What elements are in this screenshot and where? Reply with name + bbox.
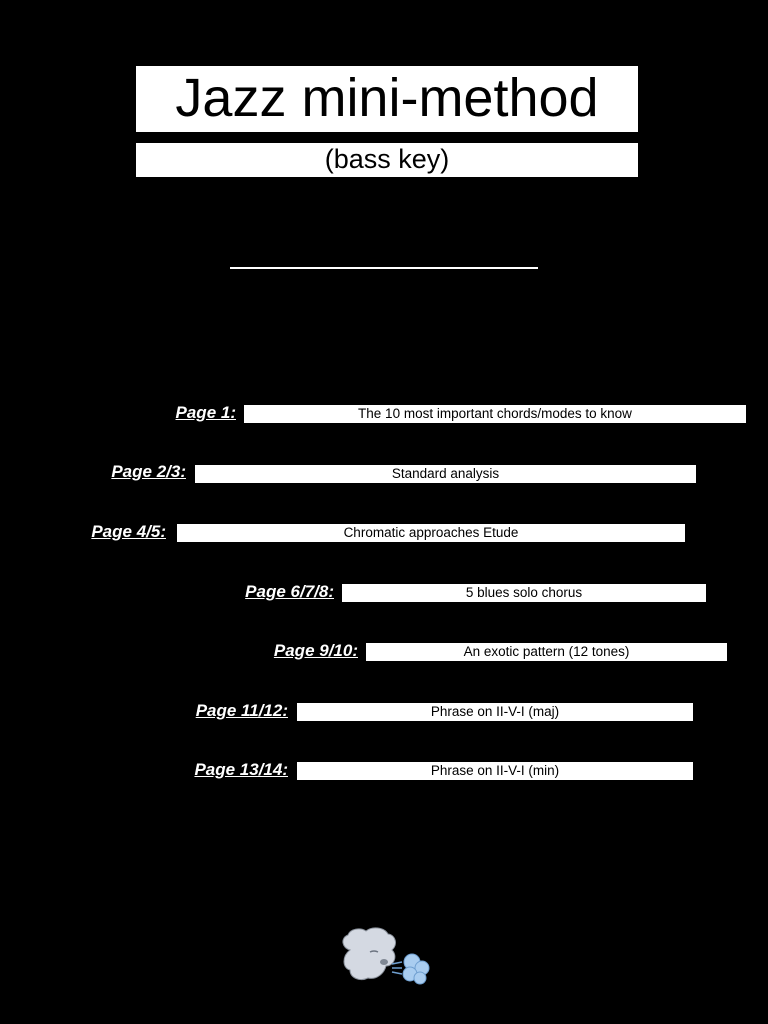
toc-topic[interactable]: Chromatic approaches Etude: [177, 524, 685, 542]
toc-page-label[interactable]: Page 1:: [175, 403, 236, 422]
toc-topic[interactable]: Standard analysis: [195, 465, 696, 483]
divider-line: [230, 267, 538, 269]
toc-topic[interactable]: The 10 most important chords/modes to know: [244, 405, 746, 423]
page-subtitle: (bass key): [136, 143, 638, 177]
toc-page-label[interactable]: Page 4/5:: [91, 522, 166, 541]
toc-page-label[interactable]: Page 2/3:: [111, 462, 186, 481]
toc-page-label[interactable]: Page 9/10:: [273, 641, 358, 660]
toc-page-label[interactable]: Page 13/14:: [194, 760, 288, 779]
toc-topic[interactable]: Phrase on II-V-I (min): [297, 762, 693, 780]
toc-page-label[interactable]: Page 11/12:: [195, 701, 288, 720]
toc-topic[interactable]: 5 blues solo chorus: [342, 584, 706, 602]
wind-cloud-mascot-icon: [336, 926, 432, 990]
page-title: Jazz mini-method: [136, 66, 638, 132]
toc-topic[interactable]: An exotic pattern (12 tones): [366, 643, 727, 661]
toc-topic[interactable]: Phrase on II-V-I (maj): [297, 703, 693, 721]
toc-page-label[interactable]: Page 6/7/8:: [245, 582, 334, 601]
